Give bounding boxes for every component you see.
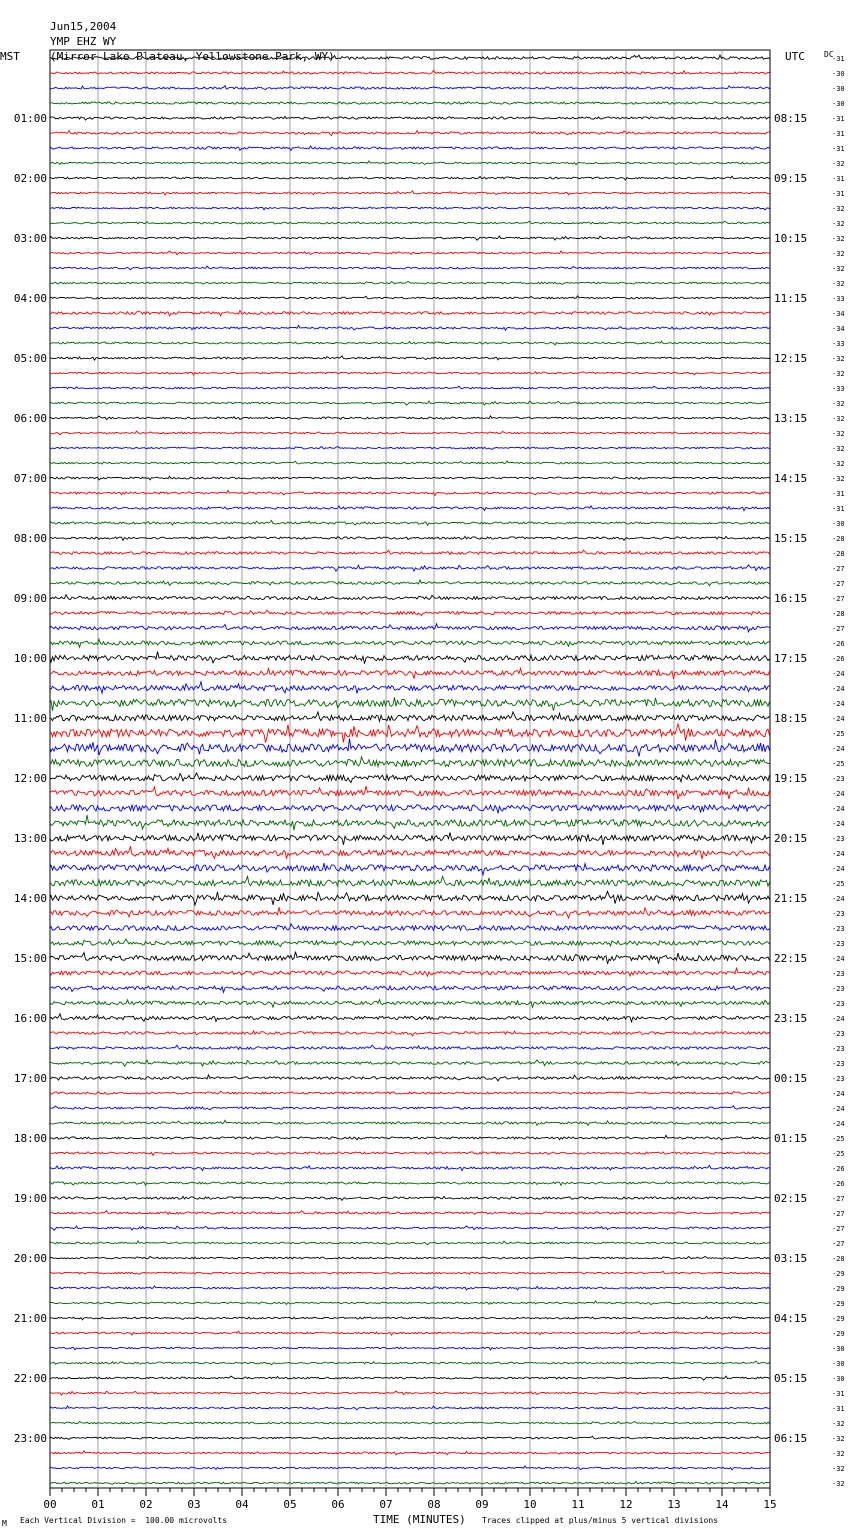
dc-offset-value: -29	[832, 1285, 845, 1293]
dc-offset-value: -32	[832, 400, 845, 408]
left-hour-label: 16:00	[13, 1012, 47, 1025]
dc-offset-value: -31	[832, 505, 845, 513]
x-tick-label: 10	[523, 1498, 537, 1511]
seismic-trace	[50, 1436, 770, 1439]
dc-offset-value: -23	[832, 970, 845, 978]
footer-mark: M	[2, 1519, 7, 1528]
dc-offset-value: -24	[832, 685, 845, 693]
dc-offset-value: -31	[832, 1405, 845, 1413]
x-tick-label: 14	[715, 1498, 729, 1511]
seismic-trace	[50, 1031, 770, 1036]
dc-offset-value: -29	[832, 1315, 845, 1323]
seismic-trace	[50, 447, 770, 450]
dc-offset-value: -30	[832, 1375, 845, 1383]
seismic-trace	[50, 282, 770, 285]
seismic-trace	[50, 924, 770, 931]
seismic-trace	[50, 356, 770, 360]
header-location: (Mirror Lake Plateau, Yellowstone Park, WY)	[50, 50, 335, 63]
right-hour-label: 13:15	[774, 412, 808, 425]
dc-offset-value: -32	[832, 1435, 845, 1443]
dc-offset-value: -32	[832, 1420, 845, 1428]
seismic-trace	[50, 70, 770, 74]
seismic-trace	[50, 236, 770, 240]
seismic-trace	[50, 266, 770, 270]
dc-offset-value: -24	[832, 1120, 845, 1128]
dc-offset-value: -34	[832, 310, 845, 318]
seismic-trace	[50, 1316, 770, 1320]
seismic-trace	[50, 815, 770, 830]
dc-offset-value: -24	[832, 715, 845, 723]
x-tick-label: 07	[379, 1498, 393, 1511]
dc-offset-value: -32	[832, 205, 845, 213]
seismic-trace	[50, 416, 770, 420]
dc-offset-value: -26	[832, 1180, 845, 1188]
seismic-trace	[50, 1091, 770, 1094]
left-hour-label: 03:00	[13, 232, 47, 245]
dc-offset-value: -32	[832, 1450, 845, 1458]
left-hour-label: 10:00	[13, 652, 47, 665]
seismic-trace	[50, 986, 770, 992]
seismic-trace	[50, 1481, 770, 1484]
seismic-trace	[50, 565, 770, 571]
seismic-trace	[50, 846, 770, 859]
dc-offset-value: -25	[832, 1135, 845, 1143]
x-tick-label: 09	[475, 1498, 489, 1511]
dc-offset-value: -24	[832, 955, 845, 963]
right-hour-label: 18:15	[774, 712, 808, 725]
right-hour-label: 01:15	[774, 1132, 808, 1145]
left-hour-label: 13:00	[13, 832, 47, 845]
dc-offset-value: -23	[832, 1030, 845, 1038]
seismic-trace	[50, 476, 770, 480]
dc-offset-value: -23	[832, 925, 845, 933]
dc-offset-value: -27	[832, 1225, 845, 1233]
x-tick-label: 11	[571, 1498, 585, 1511]
dc-offset-value: -32	[832, 355, 845, 363]
dc-offset-value: -26	[832, 1165, 845, 1173]
x-axis-title: TIME (MINUTES)	[373, 1513, 466, 1526]
seismic-trace	[50, 1347, 770, 1350]
seismic-trace	[50, 221, 770, 224]
seismic-trace	[50, 506, 770, 511]
seismic-trace	[50, 876, 770, 886]
seismic-trace	[50, 652, 770, 664]
right-hour-label: 15:15	[774, 532, 808, 545]
right-hour-label: 16:15	[774, 592, 808, 605]
header-station: YMP EHZ WY	[50, 35, 117, 48]
seismic-trace	[50, 1361, 770, 1365]
dc-offset-value: -23	[832, 775, 845, 783]
seismic-trace	[50, 1135, 770, 1140]
left-hour-label: 08:00	[13, 532, 47, 545]
dc-offset-value: -32	[832, 235, 845, 243]
dc-offset-value: -32	[832, 1465, 845, 1473]
x-tick-label: 04	[235, 1498, 249, 1511]
seismic-trace	[50, 1165, 770, 1170]
dc-offset-value: -24	[832, 805, 845, 813]
seismic-trace	[50, 805, 770, 813]
dc-offset-value: -23	[832, 910, 845, 918]
x-tick-label: 01	[91, 1498, 105, 1511]
dc-offset-value: -24	[832, 865, 845, 873]
x-tick-label: 02	[139, 1498, 153, 1511]
dc-offset-value: -24	[832, 700, 845, 708]
seismic-trace	[50, 296, 770, 299]
right-hour-label: 14:15	[774, 472, 808, 485]
seismic-trace	[50, 131, 770, 136]
x-tick-label: 05	[283, 1498, 297, 1511]
x-tick-label: 13	[667, 1498, 681, 1511]
dc-offset-value: -25	[832, 880, 845, 888]
dc-offset-value: -23	[832, 1075, 845, 1083]
right-hour-label: 12:15	[774, 352, 808, 365]
seismic-trace	[50, 724, 770, 743]
seismic-trace	[50, 786, 770, 799]
right-hour-label: 05:15	[774, 1372, 808, 1385]
right-hour-label: 21:15	[774, 892, 808, 905]
seismic-trace	[50, 401, 770, 405]
dc-offset-value: -23	[832, 835, 845, 843]
dc-offset-value: -32	[832, 415, 845, 423]
seismic-trace	[50, 102, 770, 104]
dc-offset-value: -24	[832, 1090, 845, 1098]
seismic-trace	[50, 1466, 770, 1470]
right-hour-label: 04:15	[774, 1312, 808, 1325]
dc-offset-value: -27	[832, 1240, 845, 1248]
seismic-trace	[50, 161, 770, 165]
seismic-trace	[50, 311, 770, 316]
left-hour-label: 17:00	[13, 1072, 47, 1085]
right-timezone-label: UTC	[785, 50, 805, 63]
dc-offset-value: -26	[832, 640, 845, 648]
seismic-trace	[50, 431, 770, 435]
right-hour-label: 17:15	[774, 652, 808, 665]
dc-offset-value: -31	[832, 175, 845, 183]
seismic-trace	[50, 697, 770, 710]
dc-offset-value: -29	[832, 1270, 845, 1278]
dc-offset-value: -25	[832, 1150, 845, 1158]
seismic-trace	[50, 341, 770, 345]
left-hour-label: 18:00	[13, 1132, 47, 1145]
left-hour-label: 20:00	[13, 1252, 47, 1265]
seismic-trace	[50, 536, 770, 540]
dc-offset-value: -33	[832, 295, 845, 303]
dc-offset-value: -32	[832, 160, 845, 168]
left-timezone-label: MST	[0, 50, 20, 63]
seismic-trace	[50, 490, 770, 495]
seismic-trace	[50, 773, 770, 783]
seismic-trace	[50, 1060, 770, 1066]
dc-offset-value: -30	[832, 85, 845, 93]
dc-offset-value: -32	[832, 460, 845, 468]
seismic-trace	[50, 863, 770, 875]
dc-offset-header: DC	[824, 50, 834, 59]
dc-offset-value: -27	[832, 565, 845, 573]
x-tick-label: 08	[427, 1498, 441, 1511]
dc-offset-value: -24	[832, 1105, 845, 1113]
seismic-trace	[50, 1014, 770, 1022]
dc-offset-value: -27	[832, 1210, 845, 1218]
seismic-trace	[50, 1106, 770, 1110]
dc-offset-value: -27	[832, 1195, 845, 1203]
dc-offset-value: -24	[832, 1015, 845, 1023]
right-hour-label: 09:15	[774, 172, 808, 185]
seismic-trace	[50, 891, 770, 905]
right-hour-label: 19:15	[774, 772, 808, 785]
seismic-trace	[50, 191, 770, 195]
seismic-trace	[50, 1451, 770, 1455]
dc-offset-value: -24	[832, 790, 845, 798]
dc-offset-value: -30	[832, 520, 845, 528]
seismic-trace	[50, 712, 770, 721]
left-hour-label: 01:00	[13, 112, 47, 125]
dc-offset-value: -32	[832, 475, 845, 483]
dc-offset-value: -32	[832, 370, 845, 378]
seismic-trace	[50, 668, 770, 679]
seismic-trace	[50, 116, 770, 120]
dc-offset-value: -29	[832, 1300, 845, 1308]
seismic-trace	[50, 550, 770, 554]
x-tick-label: 03	[187, 1498, 201, 1511]
dc-offset-value: -24	[832, 820, 845, 828]
dc-offset-value: -29	[832, 1330, 845, 1338]
seismic-trace	[50, 1271, 770, 1274]
seismic-trace	[50, 1152, 770, 1156]
dc-offset-value: -25	[832, 760, 845, 768]
right-hour-label: 02:15	[774, 1192, 808, 1205]
left-hour-label: 02:00	[13, 172, 47, 185]
left-hour-label: 09:00	[13, 592, 47, 605]
left-hour-label: 19:00	[13, 1192, 47, 1205]
dc-offset-value: -31	[832, 55, 845, 63]
dc-offset-value: -32	[832, 265, 845, 273]
seismic-trace	[50, 624, 770, 632]
seismic-trace	[50, 1422, 770, 1424]
dc-offset-value: -30	[832, 1345, 845, 1353]
seismic-trace	[50, 1120, 770, 1125]
left-hour-label: 15:00	[13, 952, 47, 965]
seismic-trace	[50, 55, 770, 59]
seismic-trace	[50, 325, 770, 330]
seismic-trace	[50, 1257, 770, 1259]
seismic-trace	[50, 580, 770, 586]
right-hour-label: 08:15	[774, 112, 808, 125]
footer-scale-note: Each Vertical Division = 100.00 microvolts	[20, 1516, 228, 1525]
left-hour-label: 07:00	[13, 472, 47, 485]
dc-offset-value: -25	[832, 730, 845, 738]
seismic-trace	[50, 1286, 770, 1290]
seismic-trace	[50, 1406, 770, 1410]
right-hour-label: 11:15	[774, 292, 808, 305]
dc-offset-value: -24	[832, 850, 845, 858]
seismic-trace	[50, 1391, 770, 1395]
dc-offset-value: -27	[832, 625, 845, 633]
dc-offset-value: -32	[832, 220, 845, 228]
left-hour-label: 06:00	[13, 412, 47, 425]
seismic-trace	[50, 952, 770, 964]
seismic-trace	[50, 968, 770, 976]
seismic-trace	[50, 610, 770, 615]
dc-offset-value: -32	[832, 445, 845, 453]
seismic-trace	[50, 176, 770, 180]
x-tick-label: 06	[331, 1498, 345, 1511]
dc-offset-value: -31	[832, 190, 845, 198]
seismic-trace	[50, 251, 770, 255]
left-hour-label: 11:00	[13, 712, 47, 725]
dc-offset-value: -34	[832, 325, 845, 333]
dc-offset-value: -23	[832, 1000, 845, 1008]
dc-offset-value: -28	[832, 550, 845, 558]
right-hour-label: 10:15	[774, 232, 808, 245]
seismic-trace	[50, 1182, 770, 1186]
seismic-trace	[50, 461, 770, 464]
left-hour-label: 14:00	[13, 892, 47, 905]
left-hour-label: 21:00	[13, 1312, 47, 1325]
right-hour-label: 23:15	[774, 1012, 808, 1025]
seismic-trace	[50, 757, 770, 767]
seismic-trace	[50, 1045, 770, 1049]
dc-offset-value: -23	[832, 1060, 845, 1068]
seismic-trace	[50, 939, 770, 946]
x-tick-label: 00	[43, 1498, 57, 1511]
seismic-trace	[50, 207, 770, 210]
footer-clip-note: Traces clipped at plus/minus 5 vertical divisions	[482, 1516, 719, 1525]
dc-offset-value: -31	[832, 145, 845, 153]
seismic-trace	[50, 682, 770, 694]
seismic-trace	[50, 1211, 770, 1215]
dc-offset-value: -30	[832, 70, 845, 78]
seismic-trace	[50, 595, 770, 600]
seismic-trace	[50, 1075, 770, 1081]
left-hour-label: 22:00	[13, 1372, 47, 1385]
seismic-trace	[50, 833, 770, 845]
header-date: Jun15,2004	[50, 20, 117, 33]
seismic-trace	[50, 86, 770, 90]
seismic-trace	[50, 386, 770, 389]
dc-offset-value: -30	[832, 100, 845, 108]
x-tick-label: 12	[619, 1498, 633, 1511]
seismic-trace	[50, 372, 770, 375]
dc-offset-value: -23	[832, 1045, 845, 1053]
seismic-trace	[50, 1301, 770, 1305]
dc-offset-value: -27	[832, 580, 845, 588]
dc-offset-value: -23	[832, 985, 845, 993]
seismic-trace	[50, 739, 770, 757]
dc-offset-value: -28	[832, 535, 845, 543]
dc-offset-value: -32	[832, 250, 845, 258]
dc-offset-value: -26	[832, 655, 845, 663]
seismic-trace	[50, 520, 770, 525]
dc-offset-value: -30	[832, 1360, 845, 1368]
seismic-trace	[50, 1331, 770, 1335]
x-tick-label: 15	[763, 1498, 777, 1511]
dc-offset-value: -31	[832, 130, 845, 138]
dc-offset-value: -33	[832, 385, 845, 393]
dc-offset-value: -31	[832, 490, 845, 498]
seismic-trace	[50, 1196, 770, 1200]
right-hour-label: 06:15	[774, 1432, 808, 1445]
seismic-trace	[50, 1000, 770, 1008]
dc-offset-value: -24	[832, 745, 845, 753]
dc-offset-value: -24	[832, 895, 845, 903]
dc-offset-value: -32	[832, 430, 845, 438]
seismic-trace	[50, 146, 770, 151]
dc-offset-value: -32	[832, 1480, 845, 1488]
seismic-trace	[50, 907, 770, 918]
left-hour-label: 05:00	[13, 352, 47, 365]
seismic-trace	[50, 1226, 770, 1230]
right-hour-label: 20:15	[774, 832, 808, 845]
dc-offset-value: -27	[832, 595, 845, 603]
right-hour-label: 22:15	[774, 952, 808, 965]
dc-offset-value: -28	[832, 610, 845, 618]
dc-offset-value: -31	[832, 1390, 845, 1398]
left-hour-label: 23:00	[13, 1432, 47, 1445]
left-hour-label: 04:00	[13, 292, 47, 305]
dc-offset-value: -28	[832, 1255, 845, 1263]
seismic-trace	[50, 639, 770, 647]
dc-offset-value: -33	[832, 340, 845, 348]
dc-offset-value: -32	[832, 280, 845, 288]
dc-offset-value: -31	[832, 115, 845, 123]
left-hour-label: 12:00	[13, 772, 47, 785]
seismic-trace	[50, 1241, 770, 1245]
right-hour-label: 00:15	[774, 1072, 808, 1085]
right-hour-label: 03:15	[774, 1252, 808, 1265]
dc-offset-value: -24	[832, 670, 845, 678]
dc-offset-value: -23	[832, 940, 845, 948]
seismic-trace	[50, 1376, 770, 1380]
